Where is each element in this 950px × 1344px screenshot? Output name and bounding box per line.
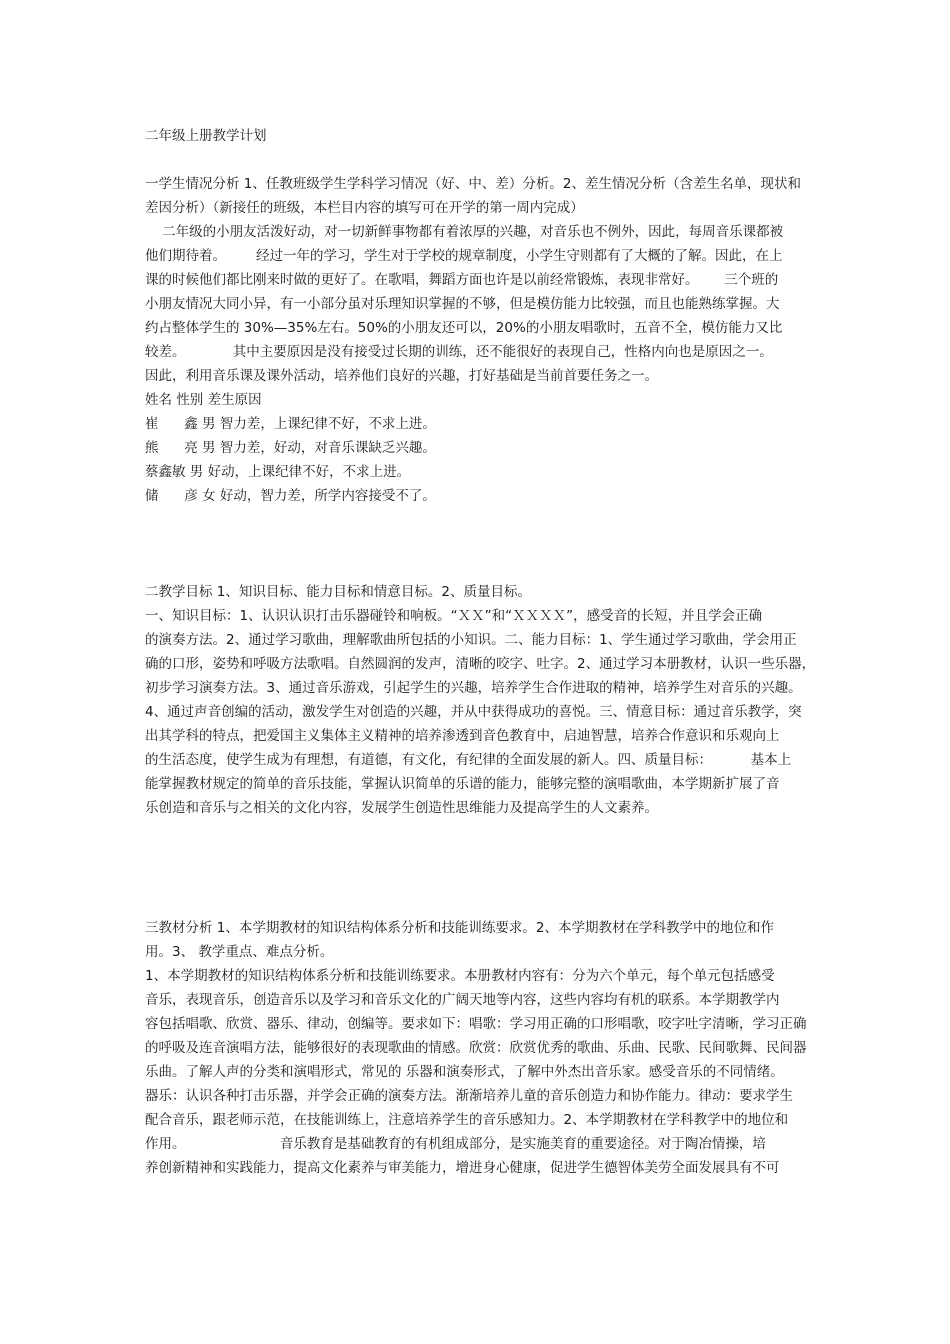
paragraph-line: 崔 鑫 男 智力差，上课纪律不好，不求上进。 (145, 416, 436, 432)
paragraph-line: 的呼吸及连音演唱方法，能够很好的表现歌曲的情感。欣赏：欣赏优秀的歌曲、乐曲、民歌、民间歌舞、民间器 (145, 1040, 807, 1056)
paragraph-line: 乐创造和音乐与之相关的文化内容，发展学生创造性思维能力及提高学生的人文素养。 (145, 800, 658, 816)
document-body (145, 124, 816, 1180)
paragraph-line: 的演奏方法。2、通过学习歌曲，理解歌曲所包括的小知识。二、能力目标：1、学生通过学习歌曲，学会用正 (145, 632, 797, 648)
paragraph-line: 储 彦 女 好动，智力差，所学内容接受不了。 (145, 488, 436, 504)
section-material-analysis (145, 916, 813, 1180)
paragraph-line: 一、知识目标：1、认识认识打击乐器碰铃和响板。“ＸＸ”和“ＸＸＸＸ”，感受音的长短，并且学会正确 (145, 608, 763, 624)
paragraph-line: 用。3、 教学重点、难点分析。 (145, 944, 334, 960)
document-title: 二年级上册教学计划 (145, 128, 267, 144)
paragraph-line: 较差。 其中主要原因是没有接受过长期的训练，还不能很好的表现自己，性格内向也是原因之一。 (145, 344, 773, 360)
paragraph-line: 初步学习演奏方法。3、通过音乐游戏，引起学生的兴趣，培养学生合作进取的精神，培养学生对音乐的兴趣。 (145, 680, 802, 696)
paragraph-line: 乐曲。了解人声的分类和演唱形式，常见的 乐器和演奏形式，了解中外杰出音乐家。感受音乐的不同情绪。 (145, 1064, 784, 1080)
paragraph-line: 二教学目标 1、知识目标、能力目标和情意目标。2、质量目标。 (145, 584, 531, 600)
paragraph-line: 小朋友情况大同小异，有一小部分虽对乐理知识掌握的不够，但是模仿能力比较强，而且也能熟练掌握。大 (145, 296, 780, 312)
paragraph-line: 三教材分析 1、本学期教材的知识结构体系分析和技能训练要求。2、本学期教材在学科教学中的地位和作 (145, 920, 774, 936)
paragraph-line: 熊 亮 男 智力差，好动，对音乐课缺乏兴趣。 (145, 440, 436, 456)
paragraph-line: 他们期待着。 经过一年的学习，学生对于学校的规章制度，小学生守则都有了大概的了解。因此，在上 (145, 248, 783, 264)
paragraph-line: 约占整体学生的 30%—35%左右。50%的小朋友还可以，20%的小朋友唱歌时，五音不全，模仿能力又比 (145, 320, 783, 336)
paragraph-line: 配合音乐，跟老师示范，在技能训练上，注意培养学生的音乐感知力。2、本学期教材在学科教学中的地位和 (145, 1112, 789, 1128)
paragraph-line: 4、通过声音创编的活动，激发学生对创造的兴趣，并从中获得成功的喜悦。三、情意目标：通过音乐教学，突 (145, 704, 802, 720)
section-teaching-goals (145, 580, 816, 820)
paragraph-line: 姓名 性别 差生原因 (145, 392, 262, 408)
paragraph-line: 一学生情况分析 1、任教班级学生学科学习情况（好、中、差）分析。2、差生情况分析（含差生名单，现状和 (145, 176, 801, 192)
paragraph-line: 器乐：认识各种打击乐器，并学会正确的演奏方法。渐渐培养儿童的音乐创造力和协作能力。律动：要求学生 (145, 1088, 793, 1104)
paragraph-line: 能掌握教材规定的简单的音乐技能，掌握认识简单的乐谱的能力，能够完整的演唱歌曲，本学期新扩展了音 (145, 776, 780, 792)
paragraph-line: 课的时候他们都比刚来时做的更好了。在歌唱，舞蹈方面也许是以前经常锻炼，表现非常好。 三个班的 (145, 272, 779, 288)
paragraph-line: 作用。 音乐教育是基础教育的有机组成部分，是实施美育的重要途径。对于陶冶情操，培 (145, 1136, 766, 1152)
section-student-analysis (145, 172, 813, 508)
paragraph-line: 养创新精神和实践能力，提高文化素养与审美能力，增进身心健康，促进学生德智体美劳全面发展具有不可 (145, 1160, 780, 1176)
paragraph-line: 因此，利用音乐课及课外活动，培养他们良好的兴趣，打好基础是当前首要任务之一。 (145, 368, 658, 384)
paragraph-line: 确的口形，姿势和呼吸方法歌唱。自然圆润的发声，清晰的咬字、吐字。2、通过学习本册教材，认识一些乐器， (145, 656, 816, 672)
paragraph-line: 容包括唱歌、欣赏、器乐、律动，创编等。要求如下：唱歌：学习用正确的口形唱歌，咬字吐字清晰，学习正确 (145, 1016, 807, 1032)
paragraph-line: 音乐，表现音乐，创造音乐以及学习和音乐文化的广阔天地等内容，这些内容均有机的联系。本学期教学内 (145, 992, 780, 1008)
paragraph-line: 的生活态度，使学生成为有理想，有道德，有文化，有纪律的全面发展的新人。四、质量目标： 基本上 (145, 752, 792, 768)
paragraph-line: 差因分析）（新接任的班级，本栏目内容的填写可在开学的第一周内完成） (145, 200, 584, 216)
paragraph-line: 二年级的小朋友活泼好动，对一切新鲜事物都有着浓厚的兴趣，对音乐也不例外，因此，每周音乐课都被 (145, 224, 784, 240)
paragraph-line: 1、本学期教材的知识结构体系分析和技能训练要求。本册教材内容有：分为六个单元，每个单元包括感受 (145, 968, 775, 984)
paragraph-line: 出其学科的特点，把爱国主义集体主义精神的培养渗透到音色教育中，启迪智慧，培养合作意识和乐观向上 (145, 728, 780, 744)
paragraph-line: 蔡鑫敏 男 好动，上课纪律不好，不求上进。 (145, 464, 411, 480)
